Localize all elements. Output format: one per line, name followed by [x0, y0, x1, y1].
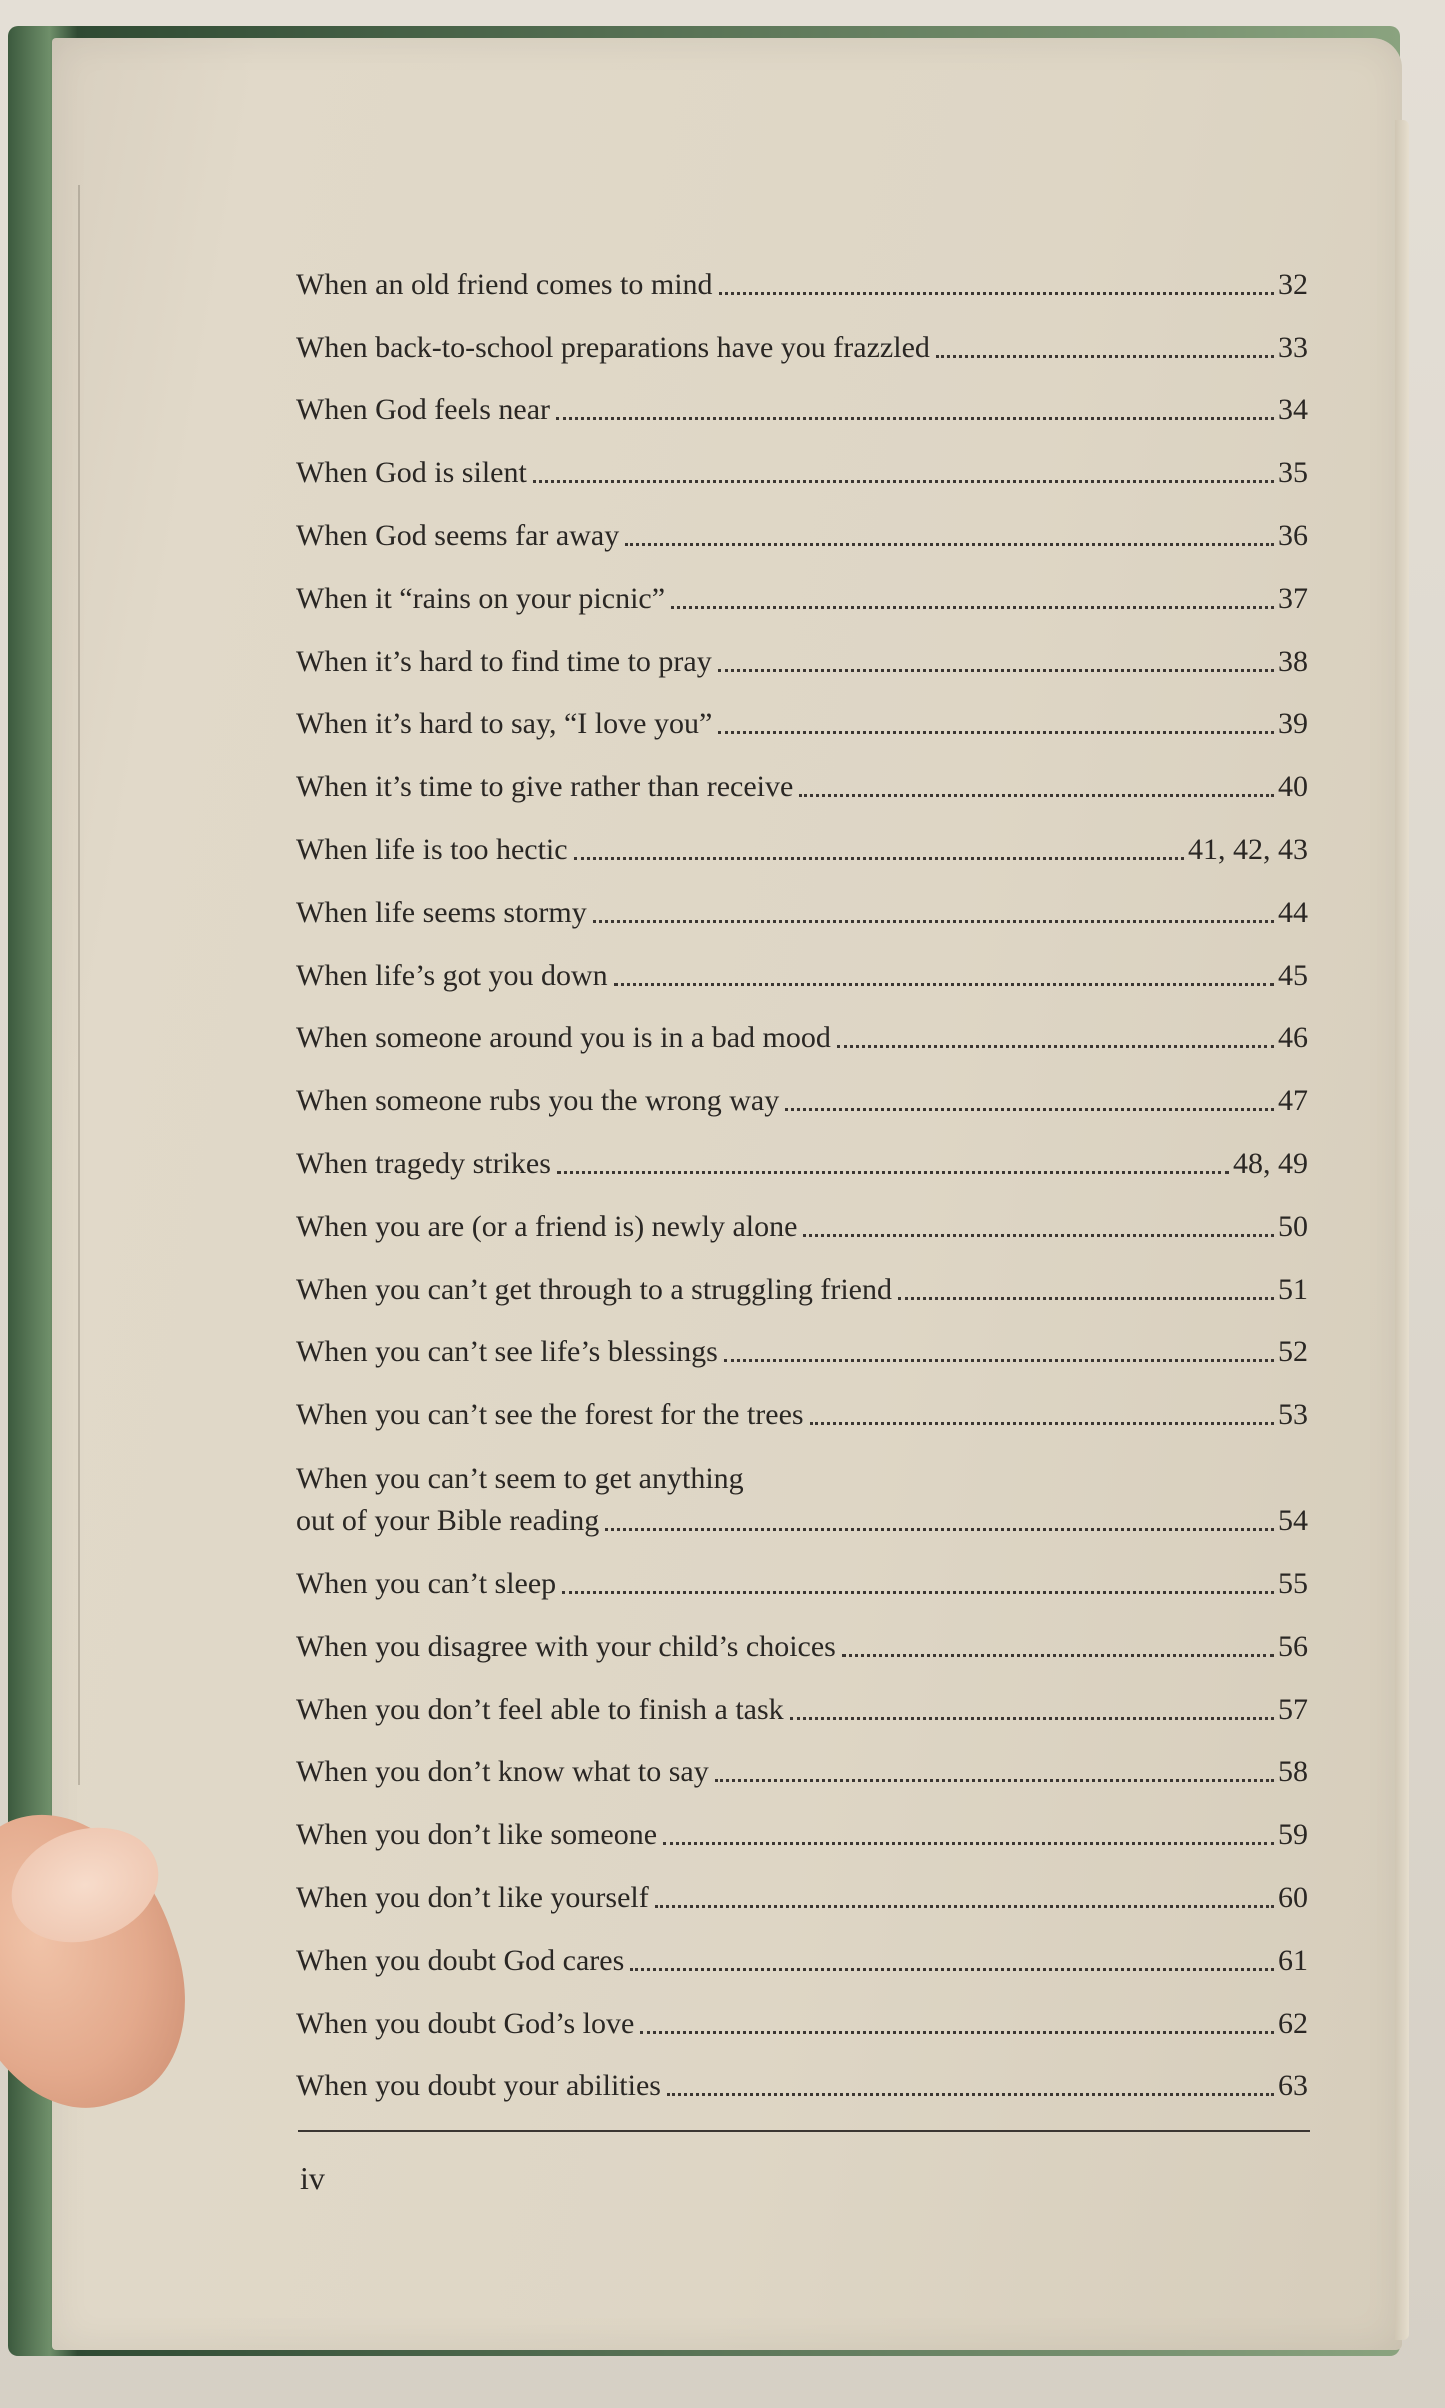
toc-entry-page: 44 — [1278, 895, 1308, 929]
toc-entry — [296, 1182, 1308, 1245]
toc-entry-title: When you doubt God’s love — [296, 2006, 635, 2040]
toc-entry-title: When you don’t know what to say — [296, 1755, 709, 1789]
page-edge — [1395, 120, 1409, 2340]
toc-entry-title: When you can’t sleep — [296, 1566, 557, 1600]
toc-entry — [296, 2042, 1308, 2105]
toc-entry-title: When God is silent — [296, 456, 527, 490]
dot-leader — [640, 2031, 1274, 2034]
toc-entry — [296, 994, 1308, 1057]
dot-leader — [533, 480, 1274, 483]
toc-entry — [296, 1056, 1308, 1119]
toc-entry-title: When an old friend comes to mind — [296, 267, 713, 301]
dot-leader — [785, 1108, 1274, 1111]
toc-entry-title: When it “rains on your picnic” — [296, 581, 666, 615]
toc-entry-title: When you doubt your abilities — [296, 2069, 661, 2103]
toc-entry-page: 48, 49 — [1233, 1146, 1308, 1180]
toc-entry-page: 63 — [1278, 2069, 1308, 2103]
toc-entry-page: 39 — [1278, 707, 1308, 741]
toc-entry — [296, 1665, 1308, 1728]
dot-leader — [898, 1297, 1274, 1300]
toc-entry-title: When life seems stormy — [296, 895, 587, 929]
dot-leader — [803, 1234, 1274, 1237]
dot-leader — [655, 1905, 1274, 1908]
dot-leader — [667, 2093, 1274, 2096]
dot-leader — [593, 920, 1274, 923]
toc-entry-title: When life is too hectic — [296, 832, 568, 866]
toc-entry-page: 62 — [1278, 2006, 1308, 2040]
dot-leader — [625, 543, 1274, 546]
toc-entry-title: When someone rubs you the wrong way — [296, 1084, 780, 1118]
toc-entry-title: When you don’t feel able to finish a task — [296, 1692, 784, 1726]
toc-entry — [296, 240, 1308, 303]
toc-entry — [296, 1916, 1308, 1979]
toc-entry-title: When you can’t get through to a struggling friend — [296, 1272, 892, 1306]
toc-entry-page: 38 — [1278, 644, 1308, 678]
dot-leader — [810, 1422, 1274, 1425]
toc-entry — [296, 1979, 1308, 2042]
dot-leader — [630, 1968, 1274, 1971]
toc-entry — [296, 491, 1308, 554]
toc-entry-page: 57 — [1278, 1692, 1308, 1726]
toc-entry — [296, 366, 1308, 429]
toc-entry-page: 47 — [1278, 1084, 1308, 1118]
toc-entry-title: When you doubt God cares — [296, 1943, 625, 1977]
toc-entry-page: 54 — [1278, 1504, 1308, 1538]
toc-entry — [296, 1853, 1308, 1916]
toc-entry — [296, 1370, 1308, 1433]
toc-entry — [296, 680, 1308, 743]
toc-entry — [296, 1119, 1308, 1182]
dot-leader — [671, 606, 1274, 609]
dot-leader — [715, 1779, 1274, 1782]
toc-entry-page: 36 — [1278, 518, 1308, 552]
toc-entry-title: When you are (or a friend is) newly alone — [296, 1209, 798, 1243]
dot-leader — [574, 857, 1184, 860]
toc-entry-page: 61 — [1278, 1943, 1308, 1977]
toc-entry-page: 51 — [1278, 1272, 1308, 1306]
toc-entry-page: 60 — [1278, 1880, 1308, 1914]
toc-entry-title: When God seems far away — [296, 518, 620, 552]
toc-entry-page: 40 — [1278, 770, 1308, 804]
dot-leader — [557, 1171, 1229, 1174]
toc-entry-page: 32 — [1278, 267, 1308, 301]
toc-entry-page: 56 — [1278, 1629, 1308, 1663]
dot-leader — [799, 794, 1274, 797]
toc-entry-title: When God feels near — [296, 393, 551, 427]
toc-entry-title: When you don’t like yourself — [296, 1880, 649, 1914]
toc-entry-page: 41, 42, 43 — [1188, 832, 1308, 866]
toc-entry-page: 46 — [1278, 1021, 1308, 1055]
page-folio: iv — [300, 2160, 325, 2196]
toc-entry-title: When it’s hard to find time to pray — [296, 644, 712, 678]
toc-entry — [296, 805, 1308, 868]
toc-entry — [296, 868, 1308, 931]
toc-entry — [296, 303, 1308, 366]
toc-entry-page: 33 — [1278, 330, 1308, 364]
toc-entry-page: 50 — [1278, 1209, 1308, 1243]
toc-entry — [296, 428, 1308, 491]
dot-leader — [718, 669, 1274, 672]
toc-entry-title: When you disagree with your child’s choices — [296, 1629, 836, 1663]
toc-entry-title: When life’s got you down — [296, 958, 608, 992]
gutter-line — [78, 185, 80, 1785]
toc-entry-title: When someone around you is in a bad mood — [296, 1021, 831, 1055]
toc-entry — [296, 554, 1308, 617]
toc-entry-page: 45 — [1278, 958, 1308, 992]
dot-leader — [790, 1717, 1274, 1720]
toc-entry-title: When you can’t see the forest for the trees — [296, 1398, 804, 1432]
toc-entry — [296, 742, 1308, 805]
toc-entry-page: 55 — [1278, 1566, 1308, 1600]
dot-leader — [724, 1359, 1274, 1362]
dot-leader — [556, 417, 1274, 420]
toc-entry — [296, 617, 1308, 680]
dot-leader — [719, 292, 1274, 295]
toc-entry-title: When you don’t like someone — [296, 1818, 658, 1852]
toc-entry-title: When it’s hard to say, “I love you” — [296, 707, 713, 741]
toc-entry-title-line2: out of your Bible reading — [296, 1504, 600, 1538]
toc-entry — [296, 1433, 1308, 1539]
toc-entry-page: 53 — [1278, 1398, 1308, 1432]
toc-entry — [296, 1539, 1308, 1602]
dot-leader — [842, 1654, 1274, 1657]
toc-entry — [296, 1728, 1308, 1791]
toc-entry-title: When back-to-school preparations have you frazzled — [296, 330, 930, 364]
toc-entry-page: 37 — [1278, 581, 1308, 615]
toc-entry-page: 35 — [1278, 456, 1308, 490]
toc-entry — [296, 1790, 1308, 1853]
toc-entry-title: When it’s time to give rather than receive — [296, 770, 794, 804]
dot-leader — [936, 355, 1274, 358]
toc-entry — [296, 931, 1308, 994]
dot-leader — [663, 1842, 1274, 1845]
toc-entry-page: 58 — [1278, 1755, 1308, 1789]
dot-leader — [837, 1045, 1274, 1048]
dot-leader — [605, 1528, 1274, 1531]
toc-entry-title: When you can’t see life’s blessings — [296, 1335, 718, 1369]
toc-entry — [296, 1245, 1308, 1308]
toc-entry-title: When tragedy strikes — [296, 1146, 551, 1180]
toc-entry — [296, 1308, 1308, 1371]
toc-entry-page: 59 — [1278, 1818, 1308, 1852]
toc-entry — [296, 1602, 1308, 1665]
dot-leader — [614, 983, 1274, 986]
toc-entry-page: 34 — [1278, 393, 1308, 427]
table-of-contents — [296, 240, 1308, 2104]
toc-entry-title-line1: When you can’t seem to get anything — [296, 1462, 744, 1496]
toc-entry-page: 52 — [1278, 1335, 1308, 1369]
dot-leader — [718, 731, 1274, 734]
footer-rule — [298, 2130, 1310, 2132]
dot-leader — [562, 1591, 1274, 1594]
